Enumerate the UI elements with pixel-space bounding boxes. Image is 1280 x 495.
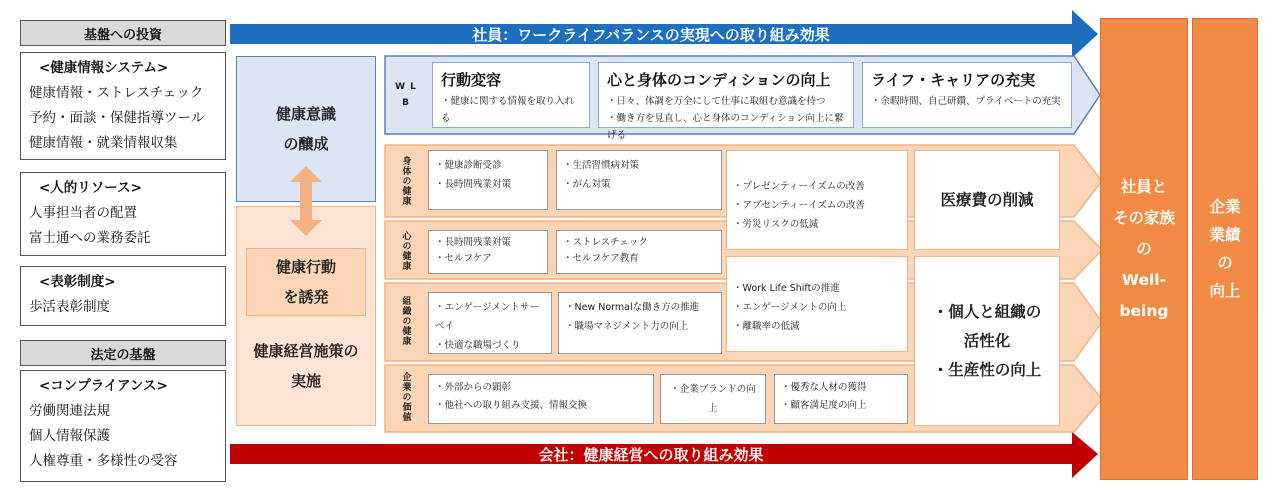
row1-box-b bbox=[556, 150, 722, 210]
iryohi-box bbox=[914, 150, 1060, 250]
row-item: ・健康診断受診 bbox=[435, 160, 502, 171]
wlb-card-sub: ・余暇時間、自己研鑽、プライベートの充実 bbox=[871, 96, 1061, 107]
jinteki-item: 富士通への業務委託 bbox=[29, 230, 151, 246]
wlb-card-career bbox=[862, 62, 1072, 128]
double-arrow-icon bbox=[288, 166, 324, 236]
row3-box-b bbox=[558, 292, 722, 354]
wlb-card-sub: ・健康に関する情報を取り入れる bbox=[441, 96, 575, 124]
outcome-item: ・プレゼンティーイズムの改善 bbox=[733, 181, 865, 192]
row4-box-c bbox=[774, 374, 908, 424]
wellbeing-line: being bbox=[1119, 301, 1169, 320]
row2-box-a bbox=[428, 230, 548, 274]
ishiki-line: 健康意識 bbox=[275, 105, 336, 123]
shisaku-line: 健康経営施策の bbox=[253, 342, 359, 360]
row-item: ・快適な職場づくり bbox=[435, 340, 521, 351]
row-item: ・がん対策 bbox=[563, 179, 611, 190]
row-item: ・生活習慣病対策 bbox=[563, 160, 640, 171]
compliance-title: <コンプライアンス> bbox=[39, 378, 168, 394]
row4-box-a bbox=[428, 374, 654, 424]
kasseika-line: 活性化 bbox=[963, 331, 1011, 350]
jinteki-box bbox=[20, 172, 226, 256]
row1-box-a bbox=[428, 150, 548, 210]
row-item: ・長時間残業対策 bbox=[435, 237, 512, 248]
row-item: ・外部からの顕彰 bbox=[435, 382, 512, 393]
row-item: ・顧客満足度の向上 bbox=[781, 400, 867, 411]
row-item: ・長時間残業対策 bbox=[435, 179, 512, 190]
jinteki-item: 人事担当者の配置 bbox=[29, 205, 137, 221]
wlb-card-sub: ・日々、体調を万全にして仕事に取組む意識を持つ bbox=[607, 96, 826, 107]
row-label-shintai bbox=[392, 148, 420, 214]
row-label-kokoro bbox=[392, 224, 420, 278]
row-item: ・セルフケア bbox=[435, 253, 492, 264]
wlb-card-kodo bbox=[432, 62, 590, 128]
wlb-card-title: 心と身体のコンディションの向上 bbox=[607, 71, 831, 89]
kasseika-line: ・個人と組織の bbox=[932, 302, 1042, 321]
wlb-label bbox=[392, 62, 420, 128]
row-item: ・ストレスチェック bbox=[563, 237, 648, 248]
jinteki-title: <人的リソース> bbox=[39, 180, 142, 196]
row-label-soshiki bbox=[392, 286, 420, 356]
kodo-line: を誘発 bbox=[283, 288, 329, 306]
row-label-text: 組織の健康 bbox=[400, 296, 411, 346]
row-label-text: 心の健康 bbox=[400, 231, 411, 271]
hyosho-title: <表彰制度> bbox=[39, 274, 116, 290]
wlb-label-text: W L B bbox=[395, 82, 417, 108]
row4-box-b bbox=[660, 374, 766, 424]
row2-box-b bbox=[556, 230, 722, 274]
compliance-item: 人権尊重・多様性の受容 bbox=[29, 453, 178, 469]
row-label-text: 企業の価値 bbox=[400, 372, 411, 422]
ishiki-line: の醸成 bbox=[283, 135, 329, 153]
row-label-kigyo bbox=[392, 368, 420, 426]
iryohi-text: 医療費の削減 bbox=[940, 191, 1034, 209]
hyosho-box bbox=[20, 266, 226, 326]
kenko-system-item: 予約・面談・保健指導ツール bbox=[29, 110, 205, 126]
kiban-header: 基盤への投資 bbox=[20, 20, 226, 46]
outcome-item: ・アブセンティーイズムの改善 bbox=[733, 200, 866, 211]
kenko-system-item: 健康情報・ストレスチェック bbox=[29, 85, 204, 101]
kodo-line: 健康行動 bbox=[275, 258, 336, 276]
gyoseki-line: 業績 bbox=[1209, 226, 1241, 244]
row-item: ・New Normalな働き方の推進 bbox=[565, 302, 700, 313]
wellbeing-line: Well- bbox=[1121, 270, 1167, 289]
row-item: ・優秀な人材の獲得 bbox=[781, 382, 867, 393]
compliance-box bbox=[20, 370, 226, 482]
wlb-card-title: 行動変容 bbox=[441, 71, 502, 89]
compliance-item: 労働関連法規 bbox=[29, 403, 110, 419]
bottom-arrow-label: 会社：健康経営への取り組み効果 bbox=[538, 445, 764, 464]
kenko-system-item: 健康情報・就業情報収集 bbox=[29, 135, 178, 151]
hotei-header: 法定の基盤 bbox=[20, 340, 226, 366]
shisaku-line: 実施 bbox=[290, 372, 321, 390]
wlb-card-sub: ・働き方を見直し、心と身体のコンディション向上に繋げる bbox=[607, 113, 844, 141]
kenko-system-box bbox=[20, 52, 226, 160]
wellbeing-line: の bbox=[1136, 239, 1152, 258]
wls-box bbox=[726, 256, 908, 352]
top-arrow-label: 社員：ワークライフバランスの実現への取り組み効果 bbox=[472, 25, 830, 44]
kenko-system-title: <健康情報システム> bbox=[39, 60, 169, 76]
wlb-card-title: ライフ・キャリアの充実 bbox=[871, 71, 1036, 89]
compliance-item: 個人情報保護 bbox=[29, 428, 110, 444]
row-item: ・他社への取り組み支援、情報交換 bbox=[435, 400, 588, 411]
gyoseki-line: の bbox=[1217, 254, 1233, 272]
outcome-item: ・Work Life Shiftの推進 bbox=[733, 283, 840, 294]
kasseika-line: ・生産性の向上 bbox=[932, 360, 1042, 379]
kodo-box bbox=[246, 248, 366, 316]
row-item: ・企業ブランドの向上 bbox=[670, 384, 756, 414]
outcome-item: ・労災リスクの低減 bbox=[733, 219, 819, 230]
gyoseki-column bbox=[1192, 18, 1258, 480]
gyoseki-line: 向上 bbox=[1209, 282, 1241, 300]
wellbeing-line: その家族 bbox=[1112, 208, 1175, 227]
row-item: ・エンゲージメントサーベイ bbox=[435, 302, 539, 332]
shisaku-label bbox=[236, 336, 376, 396]
hyosho-item: 歩活表彰制度 bbox=[29, 299, 110, 315]
wellbeing-line: 社員と bbox=[1120, 177, 1168, 196]
row-item: ・職場マネジメント力の向上 bbox=[565, 321, 689, 332]
row-item: ・セルフケア教育 bbox=[563, 253, 639, 264]
presentee-box bbox=[726, 150, 908, 250]
wellbeing-column bbox=[1100, 18, 1188, 480]
gyoseki-line: 企業 bbox=[1209, 198, 1241, 216]
wlb-card-condition bbox=[598, 62, 854, 141]
outcome-item: ・離職率の低減 bbox=[733, 321, 800, 332]
kasseika-box bbox=[914, 256, 1060, 426]
row-label-text: 身体の健康 bbox=[400, 156, 411, 206]
row3-box-a bbox=[428, 292, 552, 354]
outcome-item: ・エンゲージメントの向上 bbox=[733, 302, 847, 313]
